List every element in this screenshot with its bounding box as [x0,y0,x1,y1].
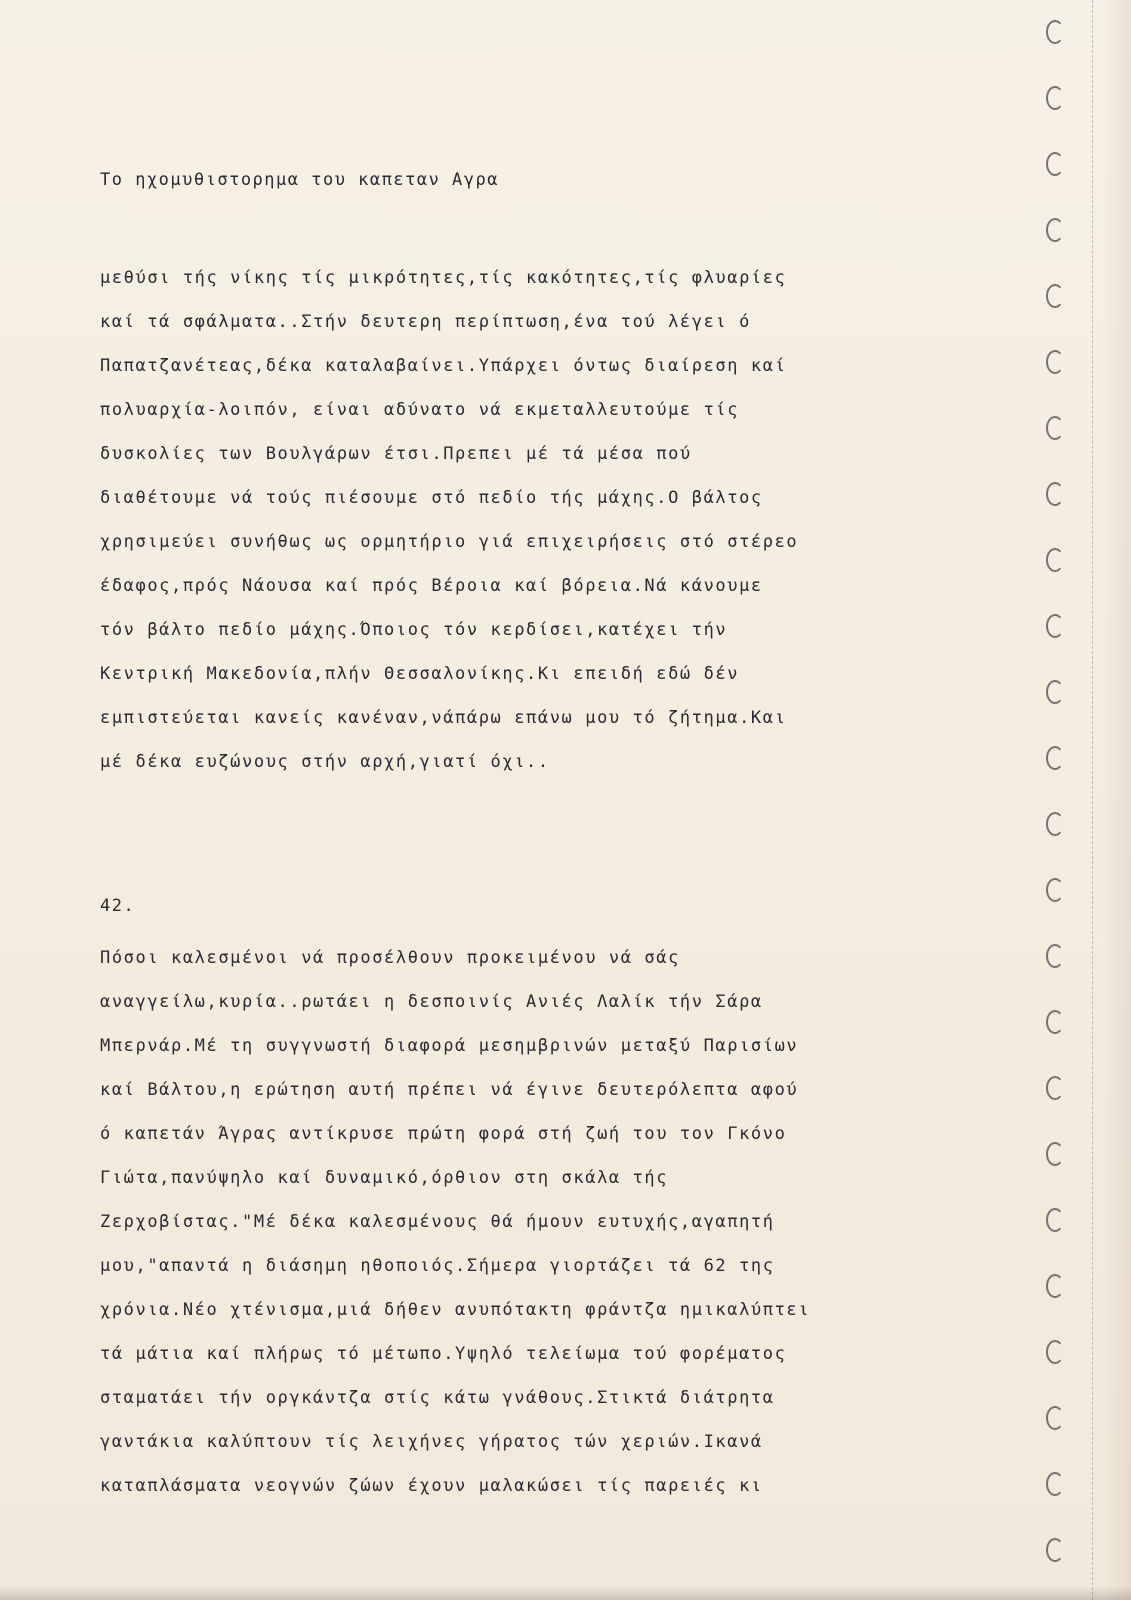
binder-hole-icon [1046,20,1064,44]
paragraph-1 [100,256,930,784]
text-line: μέ δέκα ευζώνους στήν αρχή,γιατί όχι.. [100,752,550,772]
text-line: Κεντρική Μακεδονία,πλήν Θεσσαλονίκης.Κι επειδή εδώ δέν [100,664,740,684]
text-line: Πόσοι καλεσμένοι νά προσέλθουν προκειμένου νά σάς [100,948,680,968]
text-line: εμπιστεύεται κανείς κανέναν,νάπάρω επάνω μου τό ζήτημα.Και [100,708,787,728]
binder-hole-icon [1046,482,1064,506]
text-line: δυσκολίες των Βουλγάρων έτσι.Πρεπει μέ τά μέσα πού [100,444,692,464]
text-line: γαντάκια καλύπτουν τίς λειχήνες γήρατος τών χεριών.Ικανά [100,1432,763,1452]
text-line: διαθέτουμε νά τούς πιέσουμε στό πεδίο τής μάχης.Ο βάλτος [100,488,763,508]
text-line: αναγγείλω,κυρία..ρωτάει η δεσποινίς Ανιές Λαλίκ τήν Σάρα [100,992,763,1012]
binder-hole-icon [1046,1538,1064,1562]
text-line: χρόνια.Νέο χτένισμα,μιά δήθεν ανυπότακτη φράντζα ημικαλύπτει [100,1300,811,1320]
binder-hole-icon [1046,812,1064,836]
binder-hole-icon [1046,416,1064,440]
text-line: σταματάει τήν οργκάντζα στίς κάτω γνάθους.Στικτά διάτρητα [100,1388,775,1408]
text-line: ό καπετάν Άγρας αντίκρυσε πρώτη φορά στή ζωή του τον Γκόνο [100,1124,787,1144]
binder-hole-icon [1046,680,1064,704]
binder-hole-icon [1046,878,1064,902]
paragraph-2 [100,936,930,1508]
text-line: καί Βάλτου,η ερώτηση αυτή πρέπει νά έγινε δευτερόλεπτα αφού [100,1080,799,1100]
text-line: Ζερχοβίστας."Μέ δέκα καλεσμένους θά ήμουν ευτυχής,αγαπητή [100,1212,775,1232]
text-line: πολυαρχία-λοιπόν, είναι αδύνατο νά εκμεταλλευτούμε τίς [100,400,740,420]
binder-hole-icon [1046,152,1064,176]
binder-hole-icon [1046,944,1064,968]
binder-hole-icon [1046,1010,1064,1034]
binder-hole-icon [1046,1472,1064,1496]
binder-hole-icon [1046,1406,1064,1430]
section-number: 42. [100,896,136,916]
text-line: τά μάτια καί πλήρως τό μέτωπο.Υψηλό τελείωμα τού φορέματος [100,1344,787,1364]
text-line: μεθύσι τής νίκης τίς μικρότητες,τίς κακότητες,τίς φλυαρίες [100,268,787,288]
binder-hole-icon [1046,1076,1064,1100]
text-line: έδαφος,πρός Νάουσα καί πρός Βέροια καί βόρεια.Νά κάνουμε [100,576,763,596]
binder-hole-icon [1046,746,1064,770]
binder-hole-icon [1046,1208,1064,1232]
binder-hole-icon [1046,350,1064,374]
binder-hole-icon [1046,86,1064,110]
binder-hole-icon [1046,218,1064,242]
binder-hole-icon [1046,1340,1064,1364]
binder-hole-icon [1046,284,1064,308]
binder-hole-icon [1046,548,1064,572]
margin-rule [1092,0,1093,1600]
binder-holes [1046,20,1086,1580]
binder-hole-icon [1046,1274,1064,1298]
text-line: καταπλάσματα νεογνών ζώων έχουν μαλακώσει τίς παρειές κι [100,1476,763,1496]
binder-hole-icon [1046,1142,1064,1166]
text-line: Μπερνάρ.Μέ τη συγγνωστή διαφορά μεσημβρινών μεταξύ Παρισίων [100,1036,799,1056]
binder-hole-icon [1046,614,1064,638]
text-line: μου,"απαντά η διάσημη ηθοποιός.Σήμερα γιορτάζει τά 62 της [100,1256,775,1276]
text-line: καί τά σφάλματα..Στήν δευτερη περίπτωση,ένα τού λέγει ό [100,312,751,332]
page-edge-shadow [1101,0,1131,1600]
text-line: Γιώτα,πανύψηλο καί δυναμικό,όρθιον στη σκάλα τής [100,1168,669,1188]
text-line: Παπατζανέτεας,δέκα καταλαβαίνει.Υπάρχει όντως διαίρεση καί [100,356,787,376]
text-line: τόν βάλτο πεδίο μάχης.Όποιος τόν κερδίσει,κατέχει τήν [100,620,728,640]
page-bottom-shadow [0,1586,1131,1600]
text-line: χρησιμεύει συνήθως ως ορμητήριο γιά επιχειρήσεις στό στέρεο [100,532,799,552]
running-header-title: Το ηχομυθιστορημα του καπεταν Αγρα [100,170,499,190]
